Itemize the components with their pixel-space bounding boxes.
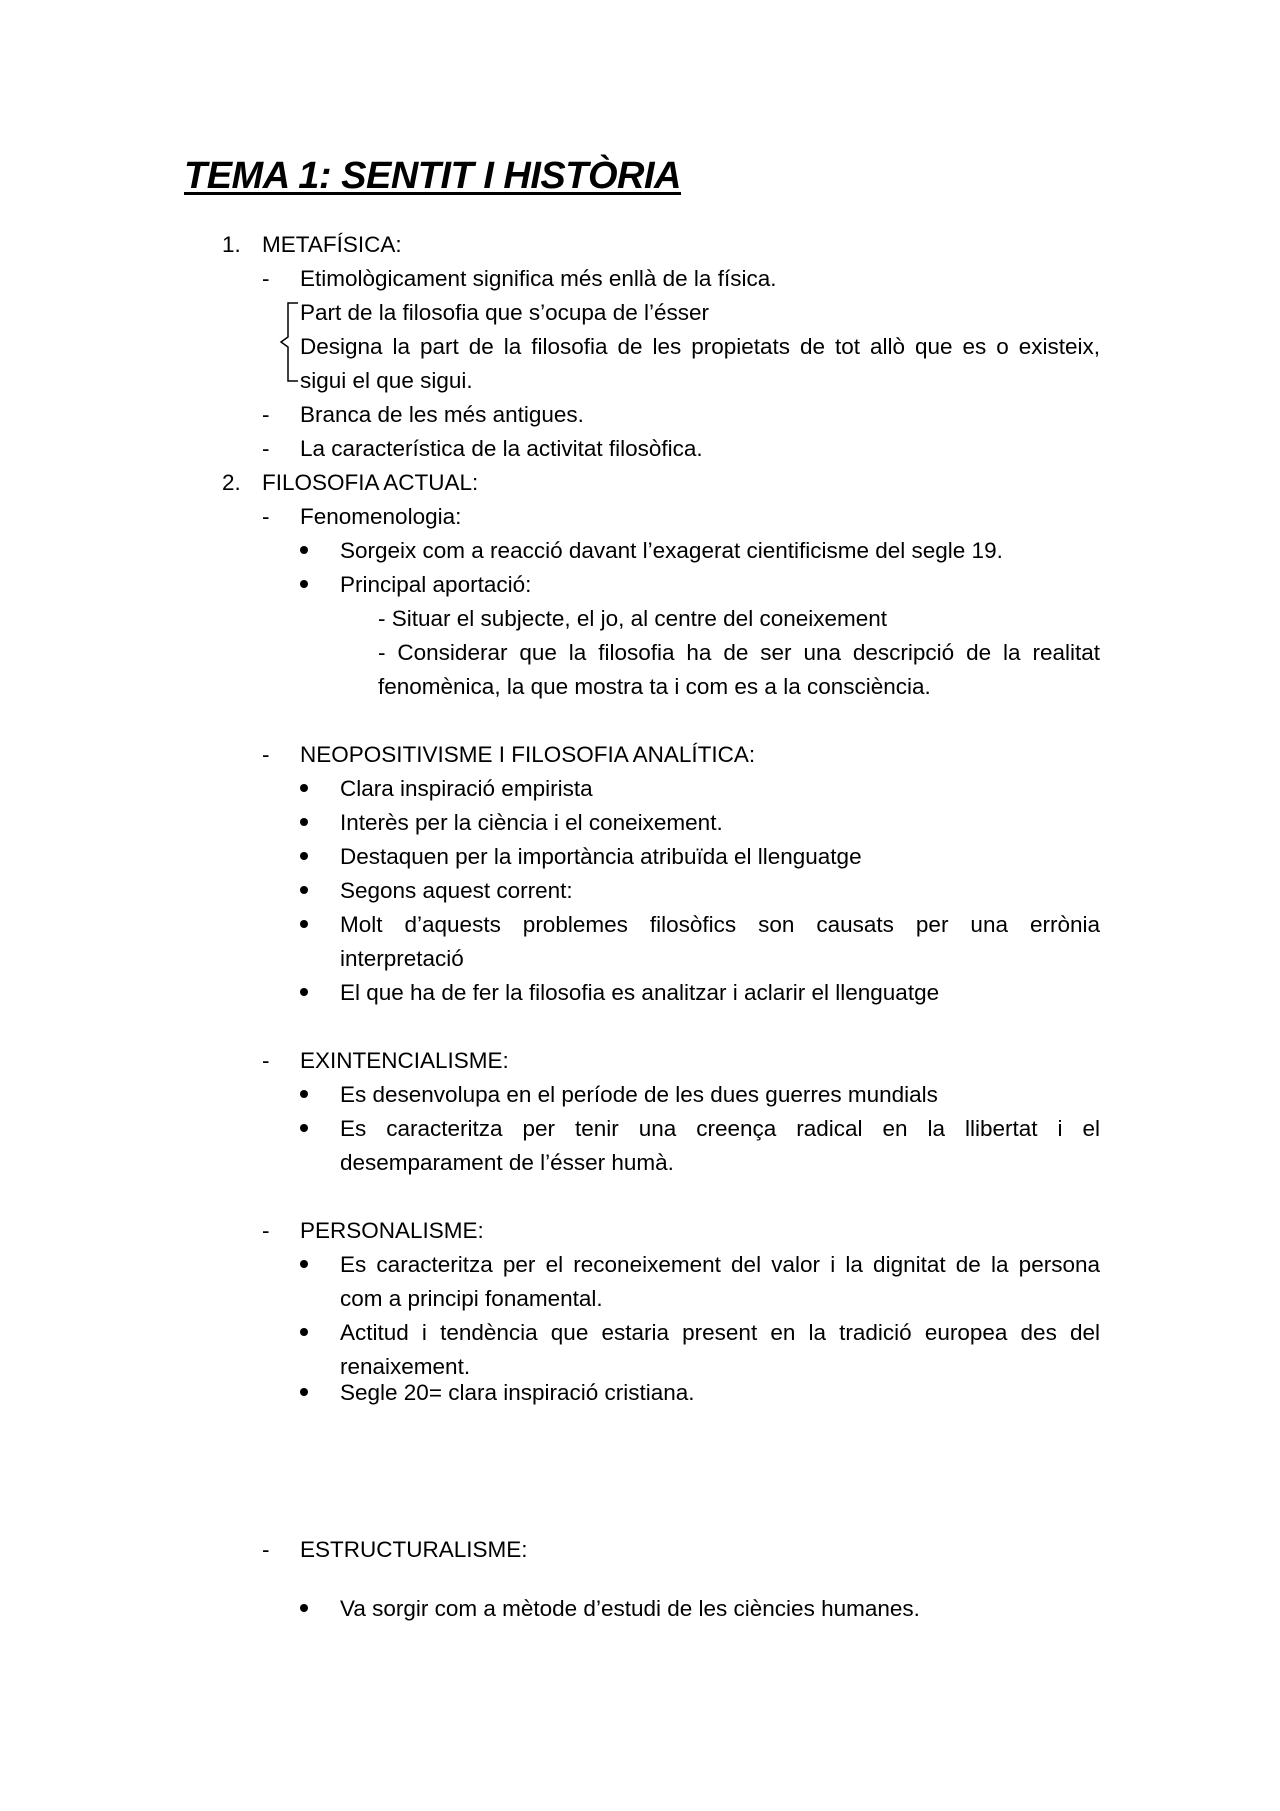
neopositivisme-bullet-5-line-2: interpretació: [340, 946, 464, 971]
existencialisme-bullet-2-line-1: Es caracteritza per tenir una creença radical en la llibertat i el: [340, 1116, 1100, 1141]
neopositivisme-bullet-2: Interès per la ciència i el coneixement.: [340, 810, 723, 835]
dash-marker: -: [262, 1218, 270, 1243]
fenomenologia-bullet-1: Sorgeix com a reacció davant l’exagerat cientificisme del segle 19.: [340, 538, 1003, 563]
bullet-icon: [300, 580, 308, 588]
neopositivisme-bullet-5-line-1: Molt d’aquests problemes filosòfics son causats per una errònia: [340, 912, 1100, 937]
bullet-icon: [300, 818, 308, 826]
subsection-heading-estructuralisme: ESTRUCTURALISME:: [300, 1537, 528, 1562]
section-number-1: 1.: [222, 232, 241, 257]
bullet-icon: [300, 1388, 308, 1396]
subsection-heading-personalisme: PERSONALISME:: [300, 1218, 484, 1243]
dash-marker: -: [262, 436, 270, 461]
bullet-icon: [300, 886, 308, 894]
document-title: TEMA 1: SENTIT I HISTÒRIA: [184, 155, 681, 197]
subsection-heading-neopositivisme: NEOPOSITIVISME I FILOSOFIA ANALÍTICA:: [300, 742, 756, 767]
neopositivisme-bullet-3: Destaquen per la importància atribuïda el llenguatge: [340, 844, 862, 869]
brace-bracket: [278, 300, 300, 384]
metafisica-brace-line-1: Part de la filosofia que s’ocupa de l’ésser: [300, 300, 709, 325]
dash-marker: -: [262, 504, 270, 529]
bullet-icon: [300, 546, 308, 554]
bullet-icon: [300, 1260, 308, 1268]
metafisica-brace-line-2: Designa la part de la filosofia de les propietats de tot allò que es o existeix,: [300, 334, 1100, 359]
personalisme-bullet-1-line-2: com a principi fonamental.: [340, 1286, 603, 1311]
existencialisme-bullet-1: Es desenvolupa en el període de les dues guerres mundials: [340, 1082, 938, 1107]
dash-marker: -: [262, 1537, 270, 1562]
bullet-icon: [300, 1124, 308, 1132]
existencialisme-bullet-2-line-2: desemparament de l’ésser humà.: [340, 1150, 674, 1175]
fenomenologia-sub-2-line-2: fenomènica, la que mostra ta i com es a la consciència.: [378, 674, 931, 699]
section-heading-filosofia-actual: FILOSOFIA ACTUAL:: [262, 470, 479, 495]
metafisica-brace-line-3: sigui el que sigui.: [300, 368, 473, 393]
bullet-icon: [300, 852, 308, 860]
personalisme-bullet-2-line-1: Actitud i tendència que estaria present en la tradició europea des del: [340, 1320, 1100, 1345]
subsection-heading-fenomenologia: Fenomenologia:: [300, 504, 462, 529]
subsection-heading-existencialisme: EXINTENCIALISME:: [300, 1048, 509, 1073]
dash-marker: -: [262, 1048, 270, 1073]
bullet-icon: [300, 1604, 308, 1612]
personalisme-bullet-1-line-1: Es caracteritza per el reconeixement del valor i la dignitat de la persona: [340, 1252, 1100, 1277]
fenomenologia-sub-1: - Situar el subjecte, el jo, al centre del coneixement: [378, 606, 888, 631]
fenomenologia-bullet-2: Principal aportació:: [340, 572, 532, 597]
neopositivisme-bullet-4: Segons aquest corrent:: [340, 878, 573, 903]
bullet-icon: [300, 1090, 308, 1098]
metafisica-item-caracteristica: La característica de la activitat filosòfica.: [300, 436, 703, 461]
section-number-2: 2.: [222, 470, 241, 495]
dash-marker: -: [262, 402, 270, 427]
fenomenologia-sub-2-line-1: - Considerar que la filosofia ha de ser una descripció de la realitat: [378, 640, 1100, 665]
bullet-icon: [300, 784, 308, 792]
bullet-icon: [300, 1328, 308, 1336]
bullet-icon: [300, 920, 308, 928]
estructuralisme-bullet-1: Va sorgir com a mètode d’estudi de les ciències humanes.: [340, 1596, 920, 1621]
metafisica-item-etimologia: Etimològicament significa més enllà de la física.: [300, 266, 777, 291]
bullet-icon: [300, 988, 308, 996]
metafisica-item-branca: Branca de les més antigues.: [300, 402, 584, 427]
section-heading-metafisica: METAFÍSICA:: [262, 232, 402, 257]
dash-marker: -: [262, 742, 270, 767]
dash-marker: -: [262, 266, 270, 291]
neopositivisme-bullet-1: Clara inspiració empirista: [340, 776, 593, 801]
personalisme-bullet-2-line-2: renaixement.: [340, 1354, 471, 1379]
personalisme-bullet-3: Segle 20= clara inspiració cristiana.: [340, 1380, 695, 1405]
neopositivisme-bullet-6: El que ha de fer la filosofia es analitzar i aclarir el llenguatge: [340, 980, 940, 1005]
